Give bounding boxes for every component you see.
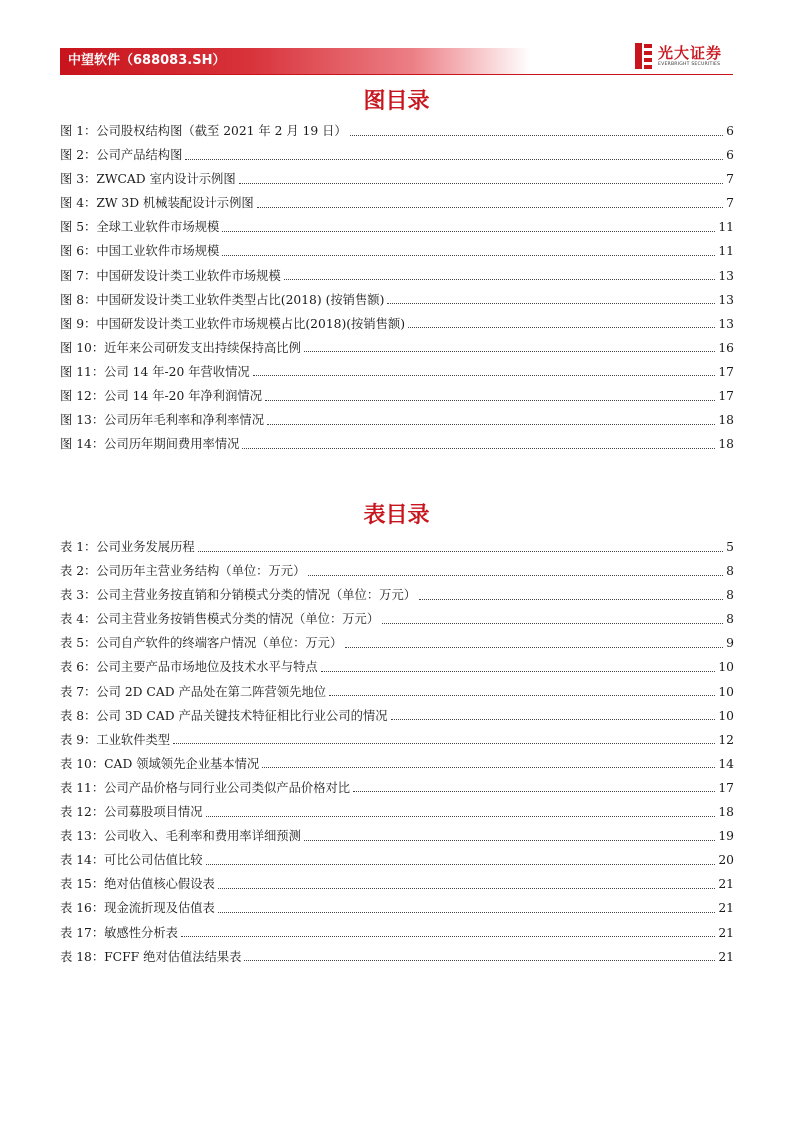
entry-label: 图 3：ZWCAD 室内设计示例图	[60, 172, 236, 187]
entry-label: 表 17：敏感性分析表	[60, 925, 178, 940]
entry-label: 图 4：ZW 3D 机械装配设计示例图	[60, 196, 254, 211]
logo-chinese-text: 光大证券	[658, 44, 723, 62]
entry-page: 21	[718, 925, 734, 940]
entry-page: 17	[718, 780, 734, 795]
entry-label: 图 14：公司历年期间费用率情况	[60, 437, 240, 452]
entry-label: 图 6：中国工业软件市场规模	[60, 244, 220, 259]
toc-entry[interactable]	[60, 631, 734, 655]
dot-leader	[353, 790, 715, 792]
entry-page: 21	[718, 877, 734, 892]
toc-entry[interactable]	[60, 872, 734, 896]
toc-entry[interactable]	[60, 360, 734, 384]
entry-page: 7	[726, 172, 734, 187]
dot-leader	[239, 182, 724, 184]
entry-page: 17	[718, 364, 734, 379]
dot-leader	[218, 911, 716, 913]
dot-leader	[206, 863, 716, 865]
header-divider	[60, 74, 733, 75]
toc-entry[interactable]	[60, 215, 734, 239]
dot-leader	[329, 694, 715, 696]
toc-entry[interactable]	[60, 191, 734, 215]
dot-leader	[242, 447, 715, 449]
dot-leader	[408, 326, 715, 328]
toc-entry[interactable]	[60, 288, 734, 312]
entry-page: 11	[718, 220, 734, 235]
dot-leader	[284, 278, 716, 280]
entry-page: 14	[718, 756, 734, 771]
entry-label: 图 13：公司历年毛利率和净利率情况	[60, 413, 265, 428]
figure-list	[60, 119, 734, 456]
toc-entry[interactable]	[60, 680, 734, 704]
entry-label: 图 5：全球工业软件市场规模	[60, 220, 220, 235]
entry-page: 9	[726, 636, 734, 651]
entry-label: 图 9：中国研发设计类工业软件市场规模占比(2018)(按销售额)	[60, 316, 406, 331]
toc-entry[interactable]	[60, 776, 734, 800]
toc-entry[interactable]	[60, 264, 734, 288]
entry-label: 表 8：公司 3D CAD 产品关键技术特征相比行业公司的情况	[60, 708, 388, 723]
table-list-title: 表目录	[363, 503, 430, 528]
dot-leader	[267, 423, 715, 425]
toc-entry[interactable]	[60, 559, 734, 583]
entry-label: 图 10：近年来公司研发支出持续保持高比例	[60, 340, 301, 355]
toc-entry[interactable]	[60, 655, 734, 679]
entry-page: 10	[718, 684, 734, 699]
toc-entry[interactable]	[60, 752, 734, 776]
toc-entry[interactable]	[60, 408, 734, 432]
entry-page: 16	[718, 340, 734, 355]
entry-page: 18	[718, 805, 734, 820]
entry-page: 18	[718, 437, 734, 452]
toc-entry[interactable]	[60, 800, 734, 824]
entry-label: 图 1：公司股权结构图（截至 2021 年 2 月 19 日）	[60, 124, 347, 138]
toc-entry[interactable]	[60, 896, 734, 920]
toc-entry[interactable]	[60, 535, 734, 559]
entry-label: 表 7：公司 2D CAD 产品处在第二阵营领先地位	[60, 684, 327, 699]
dot-leader	[321, 670, 716, 672]
entry-label: 表 14：可比公司估值比较	[60, 853, 203, 868]
figure-list-title: 图目录	[363, 89, 430, 114]
entry-label: 表 3：公司主营业务按直销和分销模式分类的情况（单位：万元）	[60, 588, 417, 603]
dot-leader	[308, 574, 723, 576]
dot-leader	[387, 302, 715, 304]
toc-entry[interactable]	[60, 432, 734, 456]
entry-page: 8	[726, 588, 734, 603]
entry-label: 表 15：绝对估值核心假设表	[60, 877, 215, 892]
dot-leader	[382, 622, 723, 624]
dot-leader	[218, 887, 716, 889]
toc-entry[interactable]	[60, 583, 734, 607]
entry-label: 图 7：中国研发设计类工业软件市场规模	[60, 268, 281, 283]
toc-entry[interactable]	[60, 607, 734, 631]
entry-label: 图 11：公司 14 年-20 年营收情况	[60, 364, 250, 379]
entry-page: 20	[718, 853, 734, 868]
dot-leader	[345, 646, 723, 648]
entry-label: 图 8：中国研发设计类工业软件类型占比(2018) (按销售额)	[60, 292, 385, 307]
entry-page: 21	[718, 901, 734, 916]
toc-entry[interactable]	[60, 384, 734, 408]
entry-page: 5	[726, 540, 734, 554]
dot-leader	[181, 935, 715, 937]
entry-page: 10	[718, 660, 734, 675]
entry-label: 图 12：公司 14 年-20 年净利润情况	[60, 389, 262, 404]
dot-leader	[253, 374, 716, 376]
toc-entry[interactable]	[60, 848, 734, 872]
dot-leader	[222, 230, 715, 232]
entry-page: 8	[726, 612, 734, 627]
entry-label: 表 2：公司历年主营业务结构（单位：万元）	[60, 564, 306, 579]
toc-entry[interactable]	[60, 945, 734, 969]
entry-label: 表 1：公司业务发展历程	[60, 540, 195, 554]
entry-page: 10	[718, 708, 734, 723]
entry-page: 8	[726, 564, 734, 579]
dot-leader	[198, 550, 723, 552]
company-logo	[634, 42, 734, 72]
entry-label: 表 18：FCFF 绝对估值法结果表	[60, 949, 242, 964]
dot-leader	[185, 158, 723, 160]
entry-label: 表 5：公司自产软件的终端客户情况（单位：万元）	[60, 636, 343, 651]
report-title: 中望软件（688083.SH）	[68, 53, 226, 68]
entry-page: 11	[718, 244, 734, 259]
dot-leader	[391, 718, 716, 720]
dot-leader	[262, 766, 715, 768]
entry-label: 表 6：公司主要产品市场地位及技术水平与特点	[60, 660, 318, 675]
dot-leader	[173, 742, 715, 744]
table-list	[60, 535, 734, 969]
entry-page: 17	[718, 389, 734, 404]
entry-label: 图 2：公司产品结构图	[60, 148, 183, 163]
dot-leader	[257, 206, 723, 208]
entry-label: 表 16：现金流折现及估值表	[60, 901, 215, 916]
entry-page: 13	[718, 268, 734, 283]
dot-leader	[350, 134, 723, 136]
toc-entry[interactable]	[60, 336, 734, 360]
toc-entry[interactable]	[60, 143, 734, 167]
toc-entry[interactable]	[60, 312, 734, 336]
toc-entry[interactable]	[60, 119, 734, 143]
entry-label: 表 4：公司主营业务按销售模式分类的情况（单位：万元）	[60, 612, 380, 627]
entry-label: 表 13：公司收入、毛利率和费用率详细预测	[60, 829, 301, 844]
entry-label: 表 12：公司募股项目情况	[60, 805, 203, 820]
dot-leader	[222, 254, 715, 256]
dot-leader	[206, 815, 716, 817]
dot-leader	[304, 350, 715, 352]
dot-leader	[304, 839, 715, 841]
entry-label: 表 9：工业软件类型	[60, 732, 171, 747]
toc-entry[interactable]	[60, 921, 734, 945]
entry-page: 18	[718, 413, 734, 428]
logo-mark-icon	[634, 42, 654, 70]
dot-leader	[244, 959, 715, 961]
toc-entry[interactable]	[60, 728, 734, 752]
entry-page: 6	[726, 148, 734, 163]
entry-page: 19	[718, 829, 734, 844]
dot-leader	[265, 399, 715, 401]
toc-entry[interactable]	[60, 824, 734, 848]
entry-page: 7	[726, 196, 734, 211]
logo-english-text: EVERBRIGHT SECURITIES	[658, 62, 721, 67]
entry-page: 21	[718, 949, 734, 964]
toc-entry[interactable]	[60, 167, 734, 191]
toc-entry[interactable]	[60, 704, 734, 728]
entry-label: 表 10：CAD 领域领先企业基本情况	[60, 756, 260, 771]
dot-leader	[419, 598, 723, 600]
entry-page: 6	[726, 124, 734, 138]
entry-page: 13	[718, 292, 734, 307]
entry-page: 13	[718, 316, 734, 331]
entry-label: 表 11：公司产品价格与同行业公司类似产品价格对比	[60, 780, 351, 795]
toc-entry[interactable]	[60, 239, 734, 263]
entry-page: 12	[718, 732, 734, 747]
